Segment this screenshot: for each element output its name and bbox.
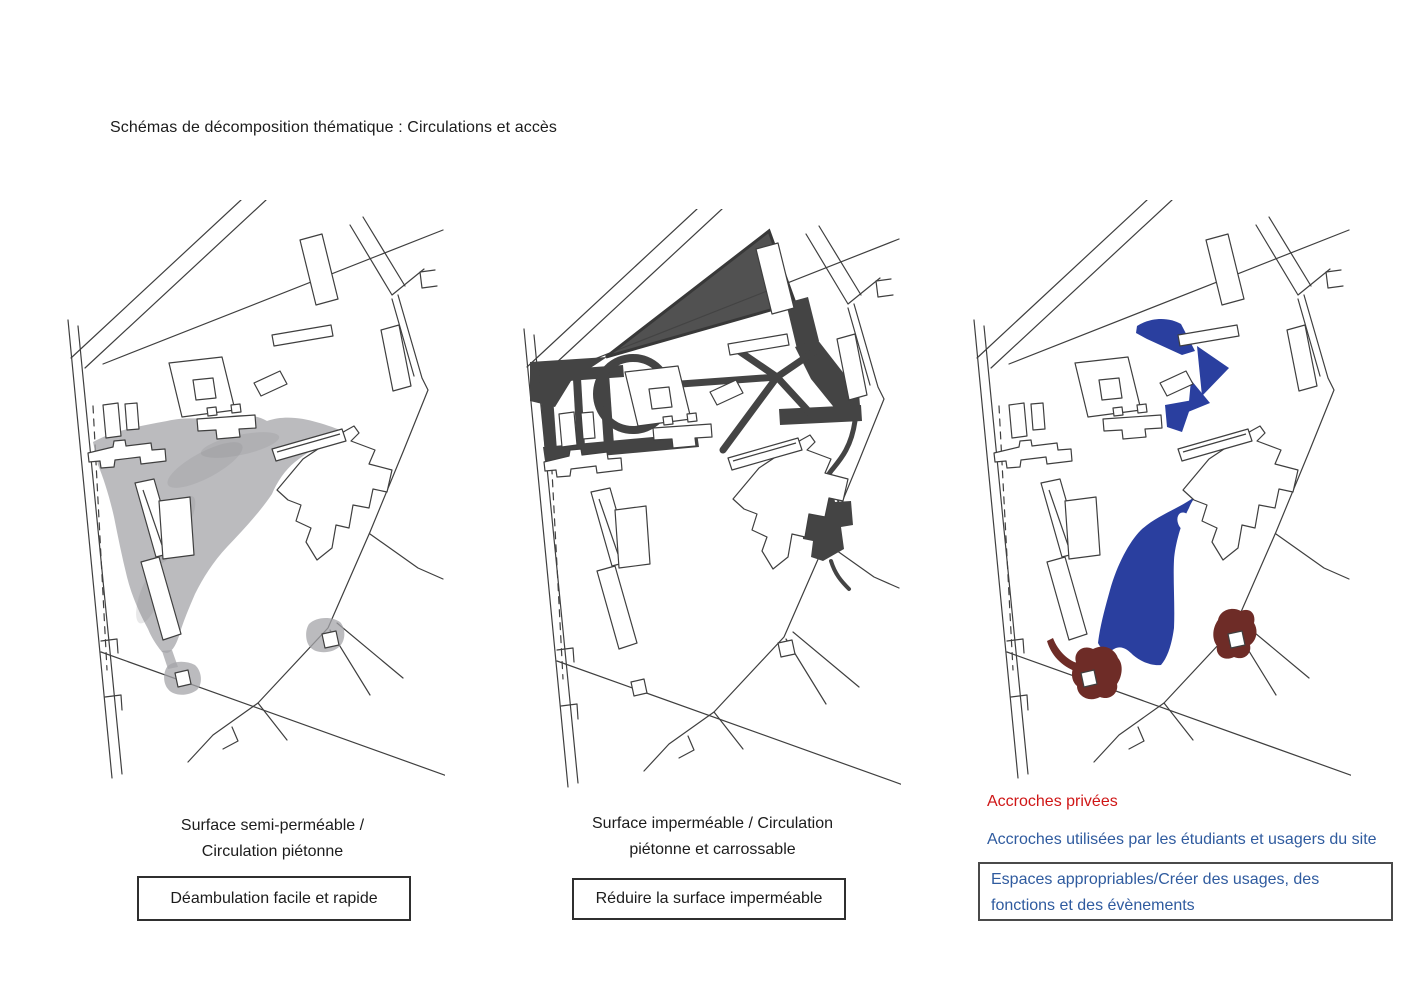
page-title: Schémas de décomposition thématique : Circulations et accès xyxy=(110,119,558,136)
caption-semi-permeable xyxy=(90,813,455,865)
caption-line: Surface semi-perméable / xyxy=(180,817,365,834)
label-box-text: Réduire la surface imperméable xyxy=(595,890,823,907)
legend-accroches-etudiants: Accroches utilisées par les étudiants et usagers du site xyxy=(987,831,1377,848)
caption-line: Surface imperméable / Circulation xyxy=(592,815,833,832)
legend-accroches-privees: Accroches privées xyxy=(987,793,1118,810)
label-box-text: Déambulation facile et rapide xyxy=(170,889,378,907)
map-semi-permeable xyxy=(55,200,445,810)
caption-impermeable xyxy=(530,811,895,863)
label-box-impermeable xyxy=(572,878,846,920)
label-box-accroches xyxy=(978,862,1393,921)
caption-line: Circulation piétonne xyxy=(201,843,344,860)
label-box-line: fonctions et des évènements xyxy=(991,897,1195,914)
label-box-line: Espaces appropriables/Créer des usages, des xyxy=(991,871,1320,888)
label-box-semi-permeable xyxy=(137,876,411,921)
map-accroches xyxy=(961,200,1351,810)
caption-line: piétonne et carrossable xyxy=(629,841,796,858)
map-impermeable xyxy=(511,209,901,819)
